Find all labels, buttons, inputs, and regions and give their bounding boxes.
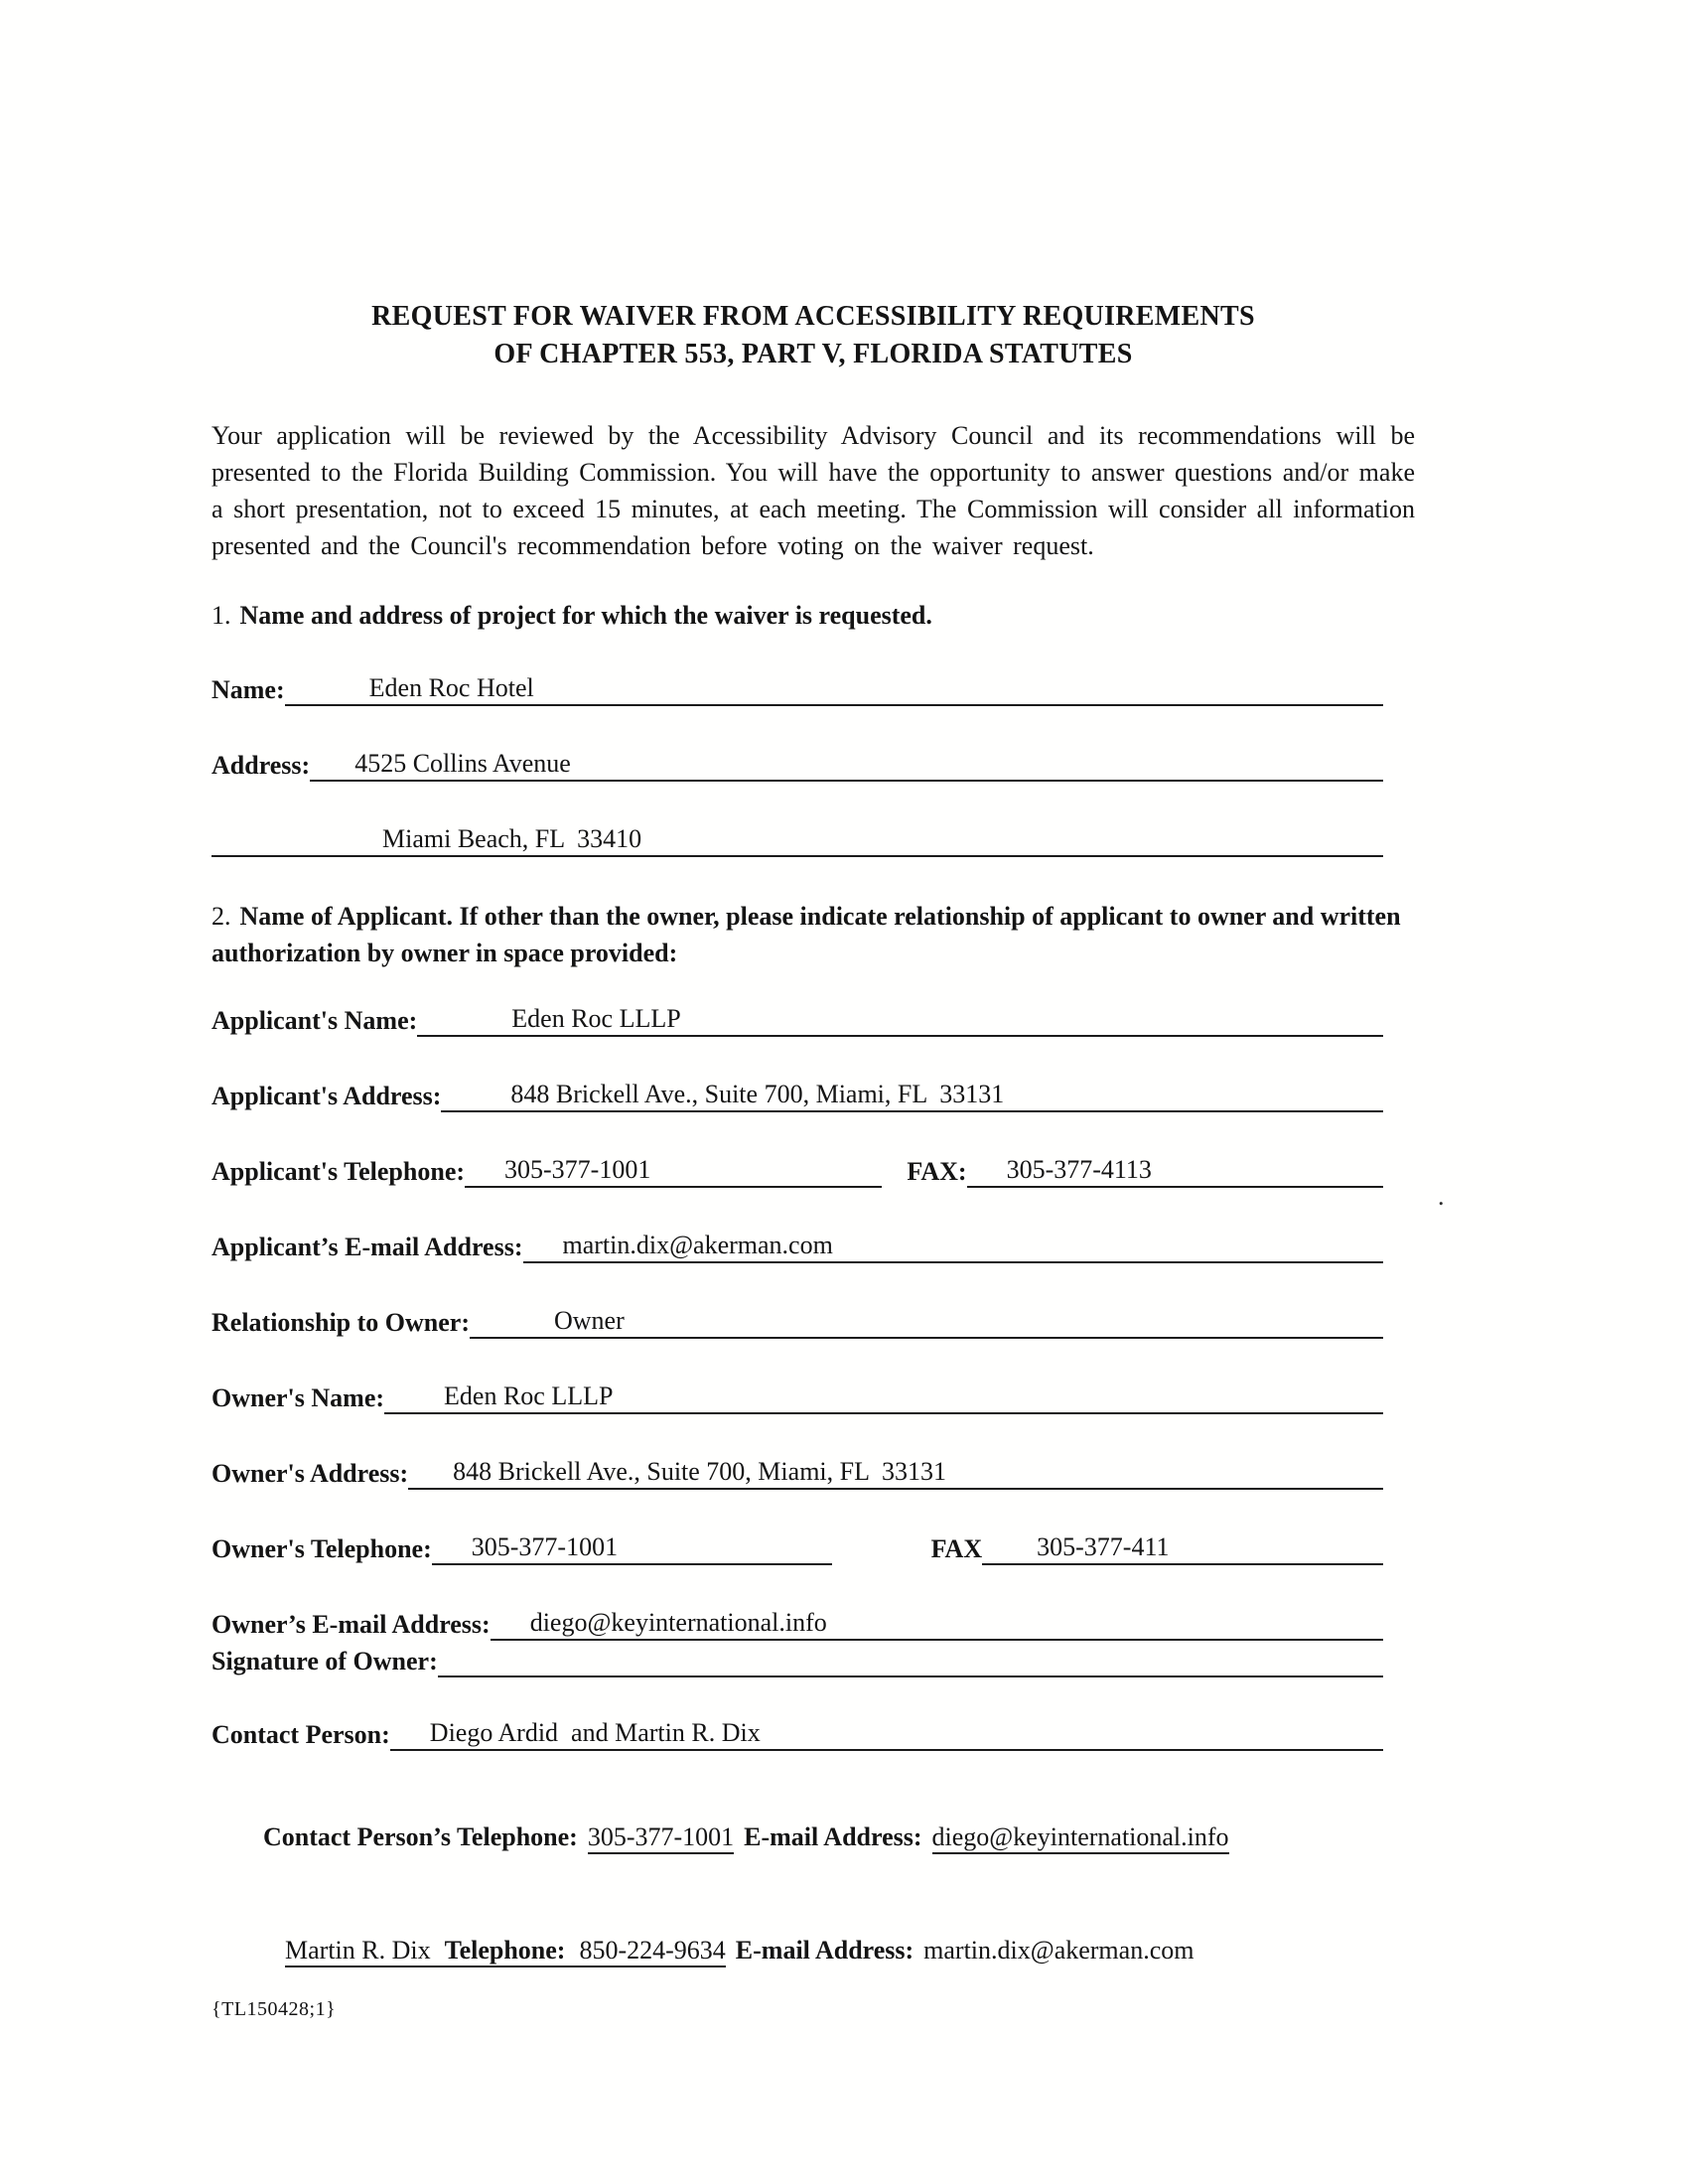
applicant-address-line [441,1078,1383,1112]
relationship-row [211,1304,1383,1339]
contact-person-value: Diego Ardid and Martin R. Dix [429,1718,761,1747]
contact-email-label: E-mail Address: [744,1822,922,1851]
project-name-row [211,671,1383,706]
owner-email-line [491,1606,1383,1641]
contact-telephone-value: 305-377-1001 [588,1822,734,1854]
applicant-telephone-row [211,1153,1383,1188]
document-control-number: {TL150428;1} [211,1998,337,2020]
contact2-email-label: E-mail Address: [735,1936,914,1965]
applicant-telephone-label: Applicant's Telephone: [211,1157,466,1186]
owner-name-value: Eden Roc LLLP [444,1382,614,1410]
project-address-row [211,747,1383,782]
contact-line1 [211,1781,1415,1894]
section1-heading [211,597,1415,634]
applicant-email-row [211,1229,1383,1263]
project-address2-value: Miami Beach, FL 33410 [382,824,642,853]
owner-telephone-value: 305-377-1001 [471,1532,619,1561]
applicant-address-value: 848 Brickell Ave., Suite 700, Miami, FL 33131 [510,1080,1005,1108]
project-address2-line [211,822,1383,857]
owner-email-value: diego@keyinternational.info [529,1608,827,1637]
signature-label: Signature of Owner: [211,1647,438,1675]
project-address-value: 4525 Collins Avenue [354,749,571,778]
contact-line2 [211,1894,1415,2007]
contact2-name: Martin R. Dix [285,1936,431,1965]
project-name-label: Name: [211,675,285,704]
owner-name-line [384,1380,1383,1414]
contact2-underlined-group [285,1936,726,1967]
contact-email-value: diego@keyinternational.info [932,1822,1229,1854]
contact2-telephone-value: 850-224-9634 [579,1936,726,1965]
relationship-line [470,1304,1383,1339]
contact-person-row [211,1716,1383,1751]
document-title-line2: OF CHAPTER 553, PART V, FLORIDA STATUTES [493,339,1133,369]
relationship-label: Relationship to Owner: [211,1308,470,1337]
section1-heading-text: Name and address of project for which the waiver is requested. [239,601,932,630]
applicant-telephone-line [465,1153,882,1188]
owner-name-label: Owner's Name: [211,1383,385,1412]
applicant-name-row [211,1002,1383,1037]
relationship-value: Owner [554,1306,625,1335]
owner-address-value: 848 Brickell Ave., Suite 700, Miami, FL 33131 [453,1457,947,1486]
section1-number: 1. [211,601,231,630]
applicant-name-line [417,1002,1383,1037]
owner-fax-line [982,1530,1383,1565]
section2-number: 2. [211,902,231,931]
project-address2-row [211,822,1383,857]
applicant-fax-label: FAX: [907,1157,967,1186]
section2-heading-text: Name of Applicant. If other than the owner, please indicate relationship of applicant to owner and written authorization by owner in space provided: [211,902,1401,967]
owner-email-label: Owner’s E-mail Address: [211,1610,491,1639]
document-content [211,0,1426,2007]
owner-address-line [408,1455,1383,1490]
applicant-name-value: Eden Roc LLLP [511,1004,681,1033]
contact2-telephone-label: Telephone: [444,1936,566,1965]
contact-telephone-label: Contact Person’s Telephone: [263,1822,578,1851]
owner-address-row [211,1455,1383,1490]
owner-name-row [211,1380,1383,1414]
owner-fax-label: FAX [930,1534,983,1563]
project-name-line [285,671,1383,706]
section2-heading [211,898,1415,971]
applicant-name-label: Applicant's Name: [211,1006,418,1035]
project-address-label: Address: [211,751,311,780]
applicant-email-line [523,1229,1384,1263]
applicant-email-label: Applicant’s E-mail Address: [211,1233,523,1261]
project-name-value: Eden Roc Hotel [368,673,534,702]
owner-telephone-row [211,1530,1383,1565]
owner-fax-value: 305-377-411 [1037,1532,1170,1561]
document-title [211,0,1415,373]
owner-email-row [211,1606,1383,1641]
contact-person-label: Contact Person: [211,1720,390,1749]
project-address-line [310,747,1383,782]
applicant-address-label: Applicant's Address: [211,1082,442,1110]
contact-details-block [211,1781,1415,2007]
owner-address-label: Owner's Address: [211,1459,409,1488]
owner-telephone-line [432,1530,832,1565]
contact-person-line [390,1716,1383,1751]
scan-artifact-dot: . [1438,1182,1445,1211]
applicant-email-value: martin.dix@akerman.com [562,1231,833,1259]
signature-row [211,1643,1383,1677]
signature-line [438,1643,1383,1677]
applicant-telephone-value: 305-377-1001 [504,1155,651,1184]
applicant-fax-value: 305-377-4113 [1006,1155,1152,1184]
intro-paragraph: Your application will be reviewed by the Accessibility Advisory Council and its recommendations will be presented to the Florida Building Commission. You will have the opportunity to answer questions and/or make a short presentation, not to exceed 15 minutes, at each meeting. The Commission will consider all information presented and the Council's recommendation before voting on the waiver request. [211,421,1426,560]
document-title-line1: REQUEST FOR WAIVER FROM ACCESSIBILITY REQUIREMENTS [371,301,1255,332]
applicant-address-row [211,1078,1383,1112]
owner-telephone-label: Owner's Telephone: [211,1534,432,1563]
contact2-email-value: martin.dix@akerman.com [923,1936,1195,1965]
applicant-fax-line [967,1153,1383,1188]
